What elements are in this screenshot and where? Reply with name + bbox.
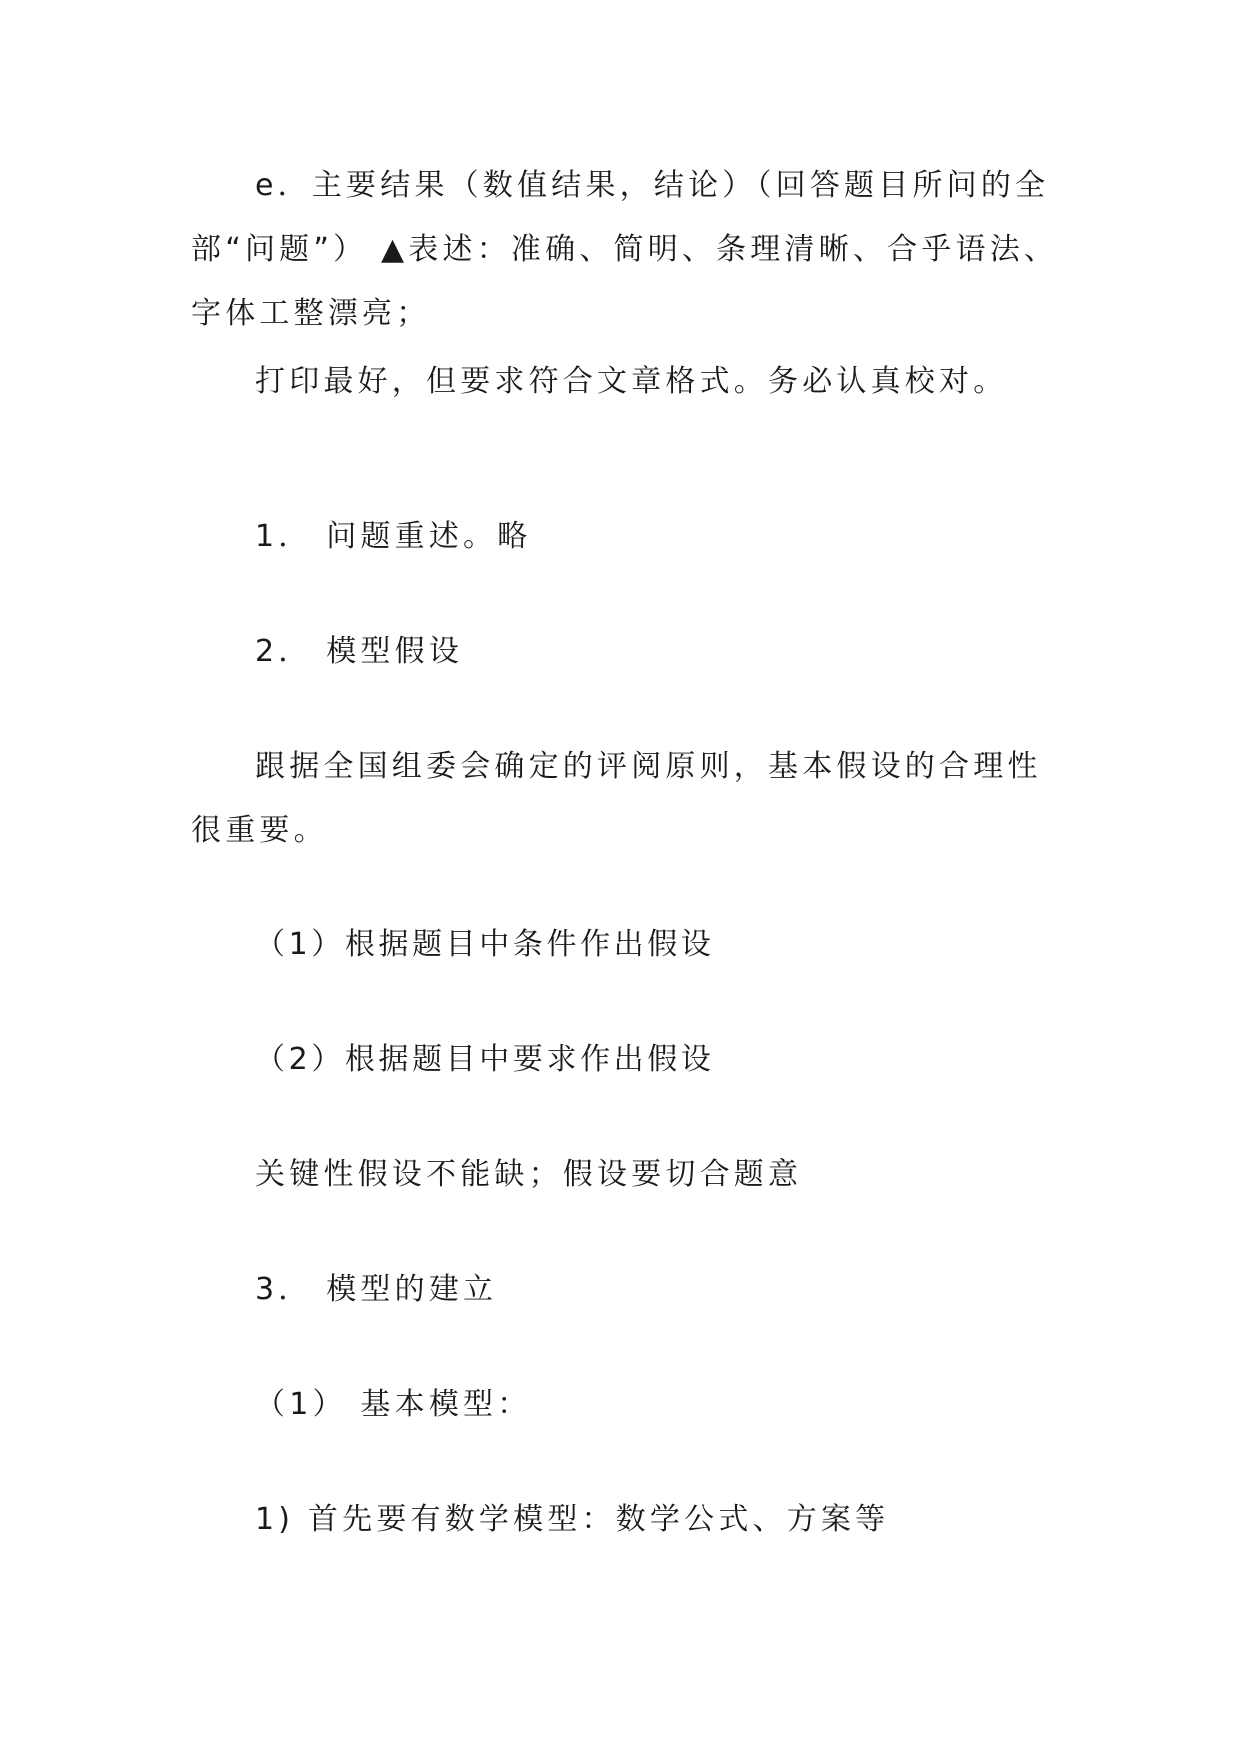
paragraph-assessment-principle: 跟据全国组委会确定的评阅原则，基本假设的合理性很重要。 bbox=[191, 749, 1042, 848]
paragraph-key-assumptions: 关键性假设不能缺；假设要切合题意 bbox=[255, 1157, 803, 1192]
heading-problem-restatement: 1． 问题重述。略 bbox=[255, 519, 532, 554]
list-item-assumption-requirements: （2）根据题目中要求作出假设 bbox=[255, 1042, 715, 1077]
paragraph-printing: 打印最好，但要求符合文章格式。务必认真校对。 bbox=[255, 364, 1008, 399]
heading-model-assumptions: 2． 模型假设 bbox=[255, 634, 464, 669]
heading-model-building: 3． 模型的建立 bbox=[255, 1272, 498, 1307]
list-item-basic-model: （1） 基本模型： bbox=[255, 1387, 532, 1422]
paragraph-main-results: e．主要结果（数值结果，结论）（回答题目所问的全部“问题”） ▲表述：准确、简明、条理清晰、合乎语法、字体工整漂亮； bbox=[191, 168, 1059, 331]
list-item-assumption-conditions: （1）根据题目中条件作出假设 bbox=[255, 927, 715, 962]
list-item-math-model: 1) 首先要有数学模型：数学公式、方案等 bbox=[255, 1502, 890, 1537]
